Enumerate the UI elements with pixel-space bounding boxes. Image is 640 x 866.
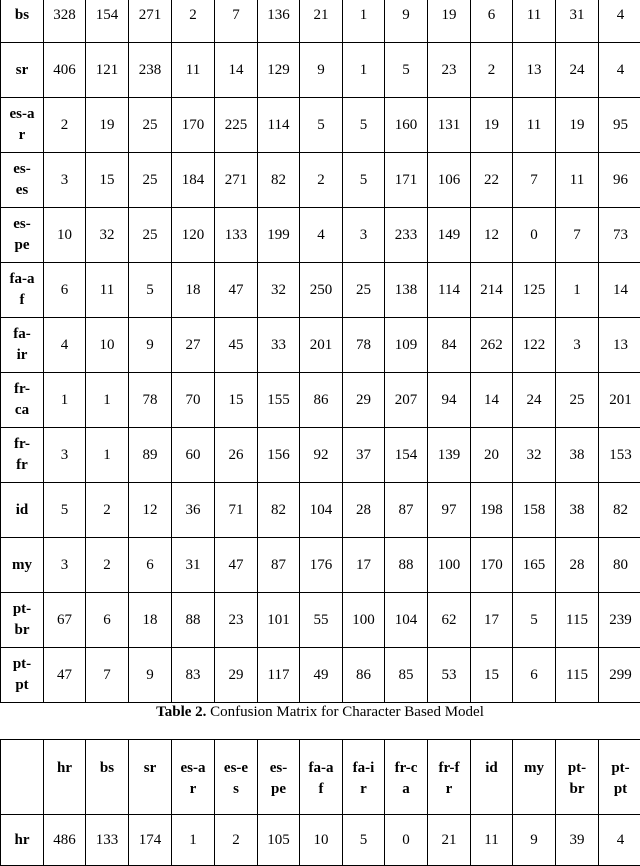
matrix-cell: 25 [556, 373, 599, 428]
matrix-cell: 0 [513, 208, 556, 263]
matrix-cell: 11 [513, 98, 556, 153]
matrix-cell: 109 [385, 318, 428, 373]
matrix-cell: 38 [556, 483, 599, 538]
matrix-cell: 121 [86, 43, 129, 98]
matrix-cell: 13 [599, 318, 640, 373]
row-label: es- es [1, 153, 44, 208]
matrix-cell: 14 [471, 373, 513, 428]
matrix-cell: 97 [428, 483, 471, 538]
matrix-cell: 154 [86, 0, 129, 43]
matrix-cell: 114 [428, 263, 471, 318]
matrix-cell: 32 [86, 208, 129, 263]
matrix-cell: 7 [215, 0, 258, 43]
matrix-cell: 133 [86, 815, 129, 866]
matrix-cell: 299 [599, 648, 640, 703]
matrix-cell: 5 [129, 263, 172, 318]
matrix-cell: 62 [428, 593, 471, 648]
matrix-cell: 174 [129, 815, 172, 866]
matrix-cell: 24 [556, 43, 599, 98]
table-row [1, 153, 640, 208]
header-row [1, 740, 640, 815]
matrix-cell: 233 [385, 208, 428, 263]
matrix-cell: 5 [513, 593, 556, 648]
matrix-cell: 2 [172, 0, 215, 43]
matrix-cell: 1 [556, 263, 599, 318]
matrix-cell: 28 [556, 538, 599, 593]
matrix-cell: 19 [471, 98, 513, 153]
matrix-cell: 106 [428, 153, 471, 208]
matrix-cell: 29 [343, 373, 385, 428]
matrix-cell: 5 [343, 153, 385, 208]
matrix-cell: 104 [385, 593, 428, 648]
matrix-cell: 28 [343, 483, 385, 538]
matrix-cell: 6 [86, 593, 129, 648]
row-label: id [1, 483, 44, 538]
matrix-cell: 55 [300, 593, 343, 648]
matrix-cell: 1 [343, 0, 385, 43]
column-header: hr [44, 740, 86, 815]
matrix-cell: 32 [258, 263, 300, 318]
column-header: my [513, 740, 556, 815]
matrix-cell: 15 [215, 373, 258, 428]
matrix-cell: 0 [385, 815, 428, 866]
matrix-cell: 25 [129, 208, 172, 263]
matrix-cell: 85 [385, 648, 428, 703]
matrix-cell: 2 [44, 98, 86, 153]
matrix-cell: 82 [258, 153, 300, 208]
matrix-cell: 1 [44, 373, 86, 428]
matrix-cell: 95 [599, 98, 640, 153]
matrix-cell: 5 [300, 98, 343, 153]
matrix-cell: 155 [258, 373, 300, 428]
table-row [1, 373, 640, 428]
matrix-cell: 73 [599, 208, 640, 263]
matrix-cell: 12 [129, 483, 172, 538]
matrix-cell: 11 [471, 815, 513, 866]
matrix-cell: 12 [471, 208, 513, 263]
matrix-cell: 199 [258, 208, 300, 263]
matrix-cell: 38 [556, 428, 599, 483]
matrix-cell: 15 [86, 153, 129, 208]
matrix-cell: 1 [86, 373, 129, 428]
row-label: fa- ir [1, 318, 44, 373]
matrix-cell: 87 [258, 538, 300, 593]
matrix-cell: 7 [556, 208, 599, 263]
matrix-cell: 15 [471, 648, 513, 703]
matrix-cell: 47 [44, 648, 86, 703]
row-label: fa-a f [1, 263, 44, 318]
matrix-cell: 3 [343, 208, 385, 263]
row-label: es-a r [1, 98, 44, 153]
column-header: es-a r [172, 740, 215, 815]
matrix-cell: 25 [129, 98, 172, 153]
matrix-cell: 6 [471, 0, 513, 43]
matrix-cell: 4 [300, 208, 343, 263]
table-row [1, 263, 640, 318]
matrix-cell: 4 [599, 43, 640, 98]
matrix-cell: 31 [172, 538, 215, 593]
matrix-cell: 19 [556, 98, 599, 153]
matrix-cell: 184 [172, 153, 215, 208]
matrix-cell: 156 [258, 428, 300, 483]
matrix-cell: 271 [215, 153, 258, 208]
matrix-cell: 14 [599, 263, 640, 318]
matrix-cell: 25 [343, 263, 385, 318]
matrix-cell: 11 [513, 0, 556, 43]
matrix-cell: 11 [556, 153, 599, 208]
column-header: fa-i r [343, 740, 385, 815]
matrix-cell: 26 [215, 428, 258, 483]
matrix-cell: 4 [44, 318, 86, 373]
matrix-cell: 3 [44, 153, 86, 208]
matrix-cell: 170 [172, 98, 215, 153]
matrix-cell: 136 [258, 0, 300, 43]
table-row [1, 428, 640, 483]
matrix-cell: 198 [471, 483, 513, 538]
matrix-cell: 105 [258, 815, 300, 866]
matrix-cell: 2 [215, 815, 258, 866]
matrix-cell: 53 [428, 648, 471, 703]
matrix-cell: 1 [86, 428, 129, 483]
matrix-cell: 37 [343, 428, 385, 483]
matrix-cell: 96 [599, 153, 640, 208]
matrix-cell: 138 [385, 263, 428, 318]
row-label: my [1, 538, 44, 593]
matrix-cell: 78 [129, 373, 172, 428]
matrix-cell: 171 [385, 153, 428, 208]
row-label: es- pe [1, 208, 44, 263]
table-row [1, 0, 640, 43]
matrix-cell: 4 [599, 815, 640, 866]
matrix-cell: 67 [44, 593, 86, 648]
table-row [1, 593, 640, 648]
matrix-cell: 406 [44, 43, 86, 98]
matrix-cell: 2 [300, 153, 343, 208]
table-row [1, 483, 640, 538]
matrix-cell: 100 [428, 538, 471, 593]
matrix-cell: 71 [215, 483, 258, 538]
matrix-cell: 153 [599, 428, 640, 483]
row-label: pt- br [1, 593, 44, 648]
matrix-cell: 86 [300, 373, 343, 428]
matrix-cell: 33 [258, 318, 300, 373]
matrix-cell: 23 [428, 43, 471, 98]
matrix-cell: 1 [343, 43, 385, 98]
matrix-cell: 19 [86, 98, 129, 153]
matrix-cell: 131 [428, 98, 471, 153]
matrix-cell: 158 [513, 483, 556, 538]
matrix-cell: 17 [343, 538, 385, 593]
matrix-cell: 201 [599, 373, 640, 428]
matrix-cell: 10 [44, 208, 86, 263]
column-header: fa-a f [300, 740, 343, 815]
matrix-cell: 80 [599, 538, 640, 593]
column-header: es- pe [258, 740, 300, 815]
matrix-cell: 7 [513, 153, 556, 208]
row-label: bs [1, 0, 44, 43]
matrix-cell: 9 [513, 815, 556, 866]
matrix-cell: 125 [513, 263, 556, 318]
row-label: fr- ca [1, 373, 44, 428]
matrix-cell: 17 [471, 593, 513, 648]
matrix-cell: 21 [300, 0, 343, 43]
table-caption [0, 704, 640, 721]
matrix-cell: 70 [172, 373, 215, 428]
matrix-cell: 165 [513, 538, 556, 593]
matrix-cell: 214 [471, 263, 513, 318]
matrix-cell: 117 [258, 648, 300, 703]
matrix-cell: 88 [172, 593, 215, 648]
column-header: es-e s [215, 740, 258, 815]
matrix-cell: 10 [300, 815, 343, 866]
row-label: hr [1, 815, 44, 866]
matrix-cell: 225 [215, 98, 258, 153]
column-header: pt- pt [599, 740, 640, 815]
column-header: id [471, 740, 513, 815]
table-row [1, 98, 640, 153]
matrix-cell: 120 [172, 208, 215, 263]
matrix-cell: 6 [513, 648, 556, 703]
matrix-cell: 82 [599, 483, 640, 538]
matrix-cell: 239 [599, 593, 640, 648]
matrix-cell: 23 [215, 593, 258, 648]
matrix-cell: 19 [428, 0, 471, 43]
matrix-cell: 115 [556, 593, 599, 648]
matrix-cell: 78 [343, 318, 385, 373]
matrix-cell: 100 [343, 593, 385, 648]
matrix-cell: 84 [428, 318, 471, 373]
matrix-cell: 129 [258, 43, 300, 98]
table-row [1, 43, 640, 98]
table-row [1, 318, 640, 373]
matrix-cell: 328 [44, 0, 86, 43]
matrix-cell: 47 [215, 538, 258, 593]
matrix-cell: 27 [172, 318, 215, 373]
matrix-cell: 271 [129, 0, 172, 43]
caption-label: Table 2. [156, 704, 206, 720]
matrix-cell: 4 [599, 0, 640, 43]
matrix-cell: 3 [44, 428, 86, 483]
matrix-cell: 18 [172, 263, 215, 318]
matrix-cell: 14 [215, 43, 258, 98]
matrix-cell: 83 [172, 648, 215, 703]
column-header: sr [129, 740, 172, 815]
matrix-cell: 9 [129, 318, 172, 373]
matrix-cell: 6 [129, 538, 172, 593]
matrix-cell: 18 [129, 593, 172, 648]
matrix-cell: 13 [513, 43, 556, 98]
matrix-cell: 160 [385, 98, 428, 153]
matrix-cell: 9 [300, 43, 343, 98]
table-row [1, 538, 640, 593]
matrix-cell: 2 [471, 43, 513, 98]
matrix-cell: 207 [385, 373, 428, 428]
matrix-cell: 9 [129, 648, 172, 703]
matrix-cell: 250 [300, 263, 343, 318]
matrix-cell: 115 [556, 648, 599, 703]
matrix-cell: 149 [428, 208, 471, 263]
matrix-cell: 3 [44, 538, 86, 593]
matrix-cell: 1 [172, 815, 215, 866]
matrix-cell: 36 [172, 483, 215, 538]
matrix-cell: 47 [215, 263, 258, 318]
matrix-cell: 3 [556, 318, 599, 373]
matrix-cell: 49 [300, 648, 343, 703]
matrix-cell: 104 [300, 483, 343, 538]
column-header [1, 740, 44, 815]
matrix-cell: 11 [86, 263, 129, 318]
column-header: pt- br [556, 740, 599, 815]
matrix-cell: 176 [300, 538, 343, 593]
matrix-cell: 5 [385, 43, 428, 98]
matrix-cell: 154 [385, 428, 428, 483]
matrix-cell: 24 [513, 373, 556, 428]
column-header: fr-f r [428, 740, 471, 815]
matrix-cell: 101 [258, 593, 300, 648]
matrix-cell: 5 [343, 815, 385, 866]
matrix-cell: 21 [428, 815, 471, 866]
matrix-cell: 5 [44, 483, 86, 538]
matrix-cell: 45 [215, 318, 258, 373]
matrix-cell: 262 [471, 318, 513, 373]
matrix-cell: 10 [86, 318, 129, 373]
matrix-cell: 201 [300, 318, 343, 373]
column-header: bs [86, 740, 129, 815]
matrix-cell: 94 [428, 373, 471, 428]
row-label: fr- fr [1, 428, 44, 483]
matrix-cell: 133 [215, 208, 258, 263]
table-row [1, 648, 640, 703]
row-label: sr [1, 43, 44, 98]
table-row [1, 208, 640, 263]
row-label: pt- pt [1, 648, 44, 703]
matrix-cell: 170 [471, 538, 513, 593]
matrix-cell: 5 [343, 98, 385, 153]
matrix-cell: 82 [258, 483, 300, 538]
matrix-cell: 6 [44, 263, 86, 318]
matrix-cell: 32 [513, 428, 556, 483]
matrix-cell: 7 [86, 648, 129, 703]
matrix-cell: 29 [215, 648, 258, 703]
matrix-cell: 20 [471, 428, 513, 483]
matrix-cell: 22 [471, 153, 513, 208]
caption-text: Confusion Matrix for Character Based Model [206, 704, 483, 720]
matrix-cell: 122 [513, 318, 556, 373]
matrix-cell: 92 [300, 428, 343, 483]
matrix-cell: 9 [385, 0, 428, 43]
matrix-cell: 139 [428, 428, 471, 483]
matrix-cell: 87 [385, 483, 428, 538]
confusion-matrix-table-2 [0, 739, 640, 866]
matrix-cell: 88 [385, 538, 428, 593]
matrix-cell: 11 [172, 43, 215, 98]
matrix-cell: 25 [129, 153, 172, 208]
matrix-cell: 114 [258, 98, 300, 153]
matrix-cell: 2 [86, 538, 129, 593]
matrix-cell: 486 [44, 815, 86, 866]
matrix-cell: 39 [556, 815, 599, 866]
matrix-cell: 60 [172, 428, 215, 483]
matrix-cell: 86 [343, 648, 385, 703]
table-row [1, 815, 640, 866]
matrix-cell: 238 [129, 43, 172, 98]
column-header: fr-c a [385, 740, 428, 815]
matrix-cell: 89 [129, 428, 172, 483]
matrix-cell: 2 [86, 483, 129, 538]
matrix-cell: 31 [556, 0, 599, 43]
